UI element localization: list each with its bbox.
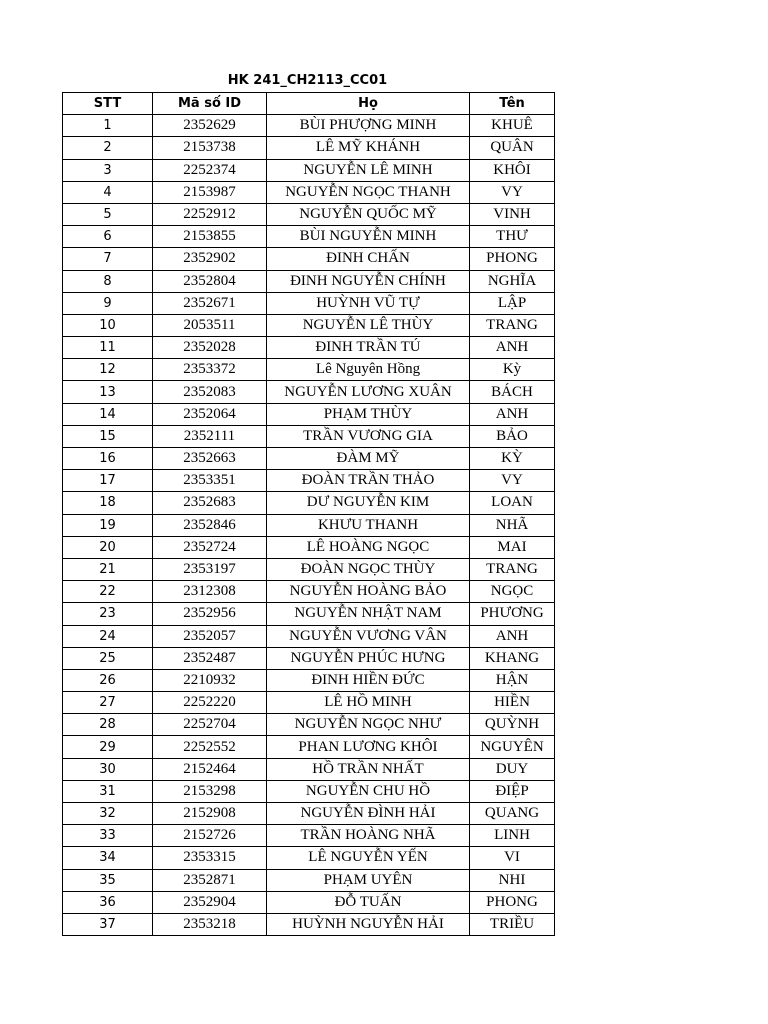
cell-first-name: VY	[470, 470, 555, 492]
cell-first-name: LINH	[470, 825, 555, 847]
cell-stt: 12	[63, 359, 153, 381]
cell-last-name: BÙI NGUYỄN MINH	[267, 226, 470, 248]
cell-last-name: ĐINH NGUYỄN CHÍNH	[267, 270, 470, 292]
cell-first-name: KHÔI	[470, 159, 555, 181]
cell-first-name: PHƯƠNG	[470, 603, 555, 625]
cell-last-name: BÙI PHƯỢNG MINH	[267, 115, 470, 137]
cell-student-id: 2352487	[153, 647, 267, 669]
header-stt: STT	[63, 93, 153, 115]
cell-first-name: THƯ	[470, 226, 555, 248]
cell-first-name: NGUYÊN	[470, 736, 555, 758]
cell-stt: 3	[63, 159, 153, 181]
roster-body	[63, 115, 555, 936]
cell-stt: 8	[63, 270, 153, 292]
cell-first-name: QUÂN	[470, 137, 555, 159]
table-row	[63, 780, 555, 802]
cell-stt: 24	[63, 625, 153, 647]
table-row	[63, 692, 555, 714]
table-row	[63, 514, 555, 536]
table-row	[63, 448, 555, 470]
cell-first-name: KHUÊ	[470, 115, 555, 137]
table-row	[63, 403, 555, 425]
cell-first-name: PHONG	[470, 891, 555, 913]
table-row	[63, 159, 555, 181]
cell-last-name: LÊ NGUYỄN YẾN	[267, 847, 470, 869]
header-student-id: Mã số ID	[153, 93, 267, 115]
student-roster-table	[62, 92, 555, 936]
cell-stt: 33	[63, 825, 153, 847]
cell-stt: 25	[63, 647, 153, 669]
cell-student-id: 2152464	[153, 758, 267, 780]
cell-student-id: 2353218	[153, 913, 267, 935]
cell-last-name: HUỲNH NGUYỄN HẢI	[267, 913, 470, 935]
cell-student-id: 2153298	[153, 780, 267, 802]
table-row	[63, 736, 555, 758]
cell-first-name: TRANG	[470, 558, 555, 580]
cell-stt: 1	[63, 115, 153, 137]
sheet-title: HK 241_CH2113_CC01	[227, 73, 388, 88]
cell-stt: 34	[63, 847, 153, 869]
cell-student-id: 2252374	[153, 159, 267, 181]
cell-student-id: 2352028	[153, 337, 267, 359]
table-row	[63, 581, 555, 603]
cell-last-name: LÊ HỒ MINH	[267, 692, 470, 714]
cell-student-id: 2152908	[153, 803, 267, 825]
cell-student-id: 2352846	[153, 514, 267, 536]
cell-first-name: NHI	[470, 869, 555, 891]
cell-stt: 4	[63, 181, 153, 203]
cell-stt: 26	[63, 669, 153, 691]
cell-student-id: 2352804	[153, 270, 267, 292]
cell-stt: 20	[63, 536, 153, 558]
cell-stt: 32	[63, 803, 153, 825]
cell-student-id: 2352663	[153, 448, 267, 470]
cell-last-name: NGUYỄN NGỌC NHƯ	[267, 714, 470, 736]
cell-last-name: Lê Nguyên Hồng	[267, 359, 470, 381]
cell-last-name: NGUYỄN QUỐC MỸ	[267, 203, 470, 225]
cell-last-name: NGUYỄN NGỌC THANH	[267, 181, 470, 203]
cell-first-name: ANH	[470, 337, 555, 359]
cell-first-name: Kỳ	[470, 359, 555, 381]
cell-student-id: 2353351	[153, 470, 267, 492]
cell-student-id: 2252220	[153, 692, 267, 714]
cell-last-name: PHẠM UYÊN	[267, 869, 470, 891]
cell-stt: 37	[63, 913, 153, 935]
cell-last-name: NGUYỄN CHU HỒ	[267, 780, 470, 802]
cell-last-name: NGUYỄN LÊ THÙY	[267, 314, 470, 336]
table-row	[63, 669, 555, 691]
cell-stt: 30	[63, 758, 153, 780]
cell-student-id: 2352724	[153, 536, 267, 558]
cell-last-name: TRẦN HOÀNG NHÃ	[267, 825, 470, 847]
table-row	[63, 270, 555, 292]
cell-first-name: QUANG	[470, 803, 555, 825]
header-last-name: Họ	[267, 93, 470, 115]
table-row	[63, 425, 555, 447]
table-row	[63, 359, 555, 381]
cell-first-name: TRANG	[470, 314, 555, 336]
header-first-name: Tên	[470, 93, 555, 115]
cell-last-name: NGUYỄN HOÀNG BẢO	[267, 581, 470, 603]
table-row	[63, 913, 555, 935]
cell-stt: 9	[63, 292, 153, 314]
cell-last-name: NGUYỄN VƯƠNG VÂN	[267, 625, 470, 647]
cell-student-id: 2352083	[153, 381, 267, 403]
cell-last-name: DƯ NGUYỄN KIM	[267, 492, 470, 514]
cell-stt: 31	[63, 780, 153, 802]
cell-student-id: 2352057	[153, 625, 267, 647]
cell-stt: 22	[63, 581, 153, 603]
cell-first-name: HẬN	[470, 669, 555, 691]
cell-last-name: HUỲNH VŨ TỰ	[267, 292, 470, 314]
cell-last-name: NGUYỄN ĐÌNH HẢI	[267, 803, 470, 825]
table-row	[63, 536, 555, 558]
cell-stt: 5	[63, 203, 153, 225]
cell-student-id: 2053511	[153, 314, 267, 336]
cell-student-id: 2252912	[153, 203, 267, 225]
cell-last-name: LÊ MỸ KHÁNH	[267, 137, 470, 159]
cell-first-name: NHÃ	[470, 514, 555, 536]
cell-stt: 28	[63, 714, 153, 736]
cell-first-name: LẬP	[470, 292, 555, 314]
cell-stt: 15	[63, 425, 153, 447]
cell-student-id: 2153738	[153, 137, 267, 159]
cell-stt: 10	[63, 314, 153, 336]
table-row	[63, 825, 555, 847]
cell-last-name: ĐINH HIỀN ĐỨC	[267, 669, 470, 691]
table-row	[63, 869, 555, 891]
cell-student-id: 2353372	[153, 359, 267, 381]
cell-first-name: VI	[470, 847, 555, 869]
table-row	[63, 470, 555, 492]
cell-student-id: 2352683	[153, 492, 267, 514]
cell-student-id: 2352902	[153, 248, 267, 270]
table-row	[63, 847, 555, 869]
table-row	[63, 492, 555, 514]
cell-first-name: VINH	[470, 203, 555, 225]
cell-first-name: KỲ	[470, 448, 555, 470]
cell-student-id: 2252704	[153, 714, 267, 736]
cell-first-name: VY	[470, 181, 555, 203]
cell-student-id: 2353197	[153, 558, 267, 580]
table-row	[63, 647, 555, 669]
cell-last-name: ĐINH CHẤN	[267, 248, 470, 270]
cell-first-name: NGHĨA	[470, 270, 555, 292]
cell-first-name: HIỀN	[470, 692, 555, 714]
table-row	[63, 803, 555, 825]
header-row	[63, 93, 555, 115]
cell-first-name: TRIỀU	[470, 913, 555, 935]
table-row	[63, 558, 555, 580]
table-row	[63, 137, 555, 159]
cell-stt: 19	[63, 514, 153, 536]
table-row	[63, 314, 555, 336]
table-row	[63, 625, 555, 647]
cell-stt: 16	[63, 448, 153, 470]
cell-first-name: ĐIỆP	[470, 780, 555, 802]
table-row	[63, 203, 555, 225]
cell-student-id: 2153855	[153, 226, 267, 248]
table-row	[63, 603, 555, 625]
cell-student-id: 2252552	[153, 736, 267, 758]
cell-stt: 21	[63, 558, 153, 580]
cell-first-name: MAI	[470, 536, 555, 558]
cell-first-name: ANH	[470, 625, 555, 647]
cell-stt: 29	[63, 736, 153, 758]
cell-first-name: DUY	[470, 758, 555, 780]
cell-first-name: QUỲNH	[470, 714, 555, 736]
table-row	[63, 248, 555, 270]
cell-last-name: ĐOÀN NGỌC THÙY	[267, 558, 470, 580]
cell-last-name: ĐỖ TUẤN	[267, 891, 470, 913]
cell-last-name: HỒ TRẦN NHẤT	[267, 758, 470, 780]
cell-stt: 36	[63, 891, 153, 913]
cell-stt: 23	[63, 603, 153, 625]
cell-student-id: 2352956	[153, 603, 267, 625]
cell-last-name: NGUYỄN LƯƠNG XUÂN	[267, 381, 470, 403]
cell-stt: 2	[63, 137, 153, 159]
cell-last-name: NGUYỄN NHẬT NAM	[267, 603, 470, 625]
cell-student-id: 2352671	[153, 292, 267, 314]
cell-student-id: 2352111	[153, 425, 267, 447]
cell-first-name: ANH	[470, 403, 555, 425]
cell-student-id: 2352904	[153, 891, 267, 913]
cell-first-name: BẢO	[470, 425, 555, 447]
table-row	[63, 758, 555, 780]
cell-last-name: NGUYỄN LÊ MINH	[267, 159, 470, 181]
cell-student-id: 2312308	[153, 581, 267, 603]
cell-student-id: 2210932	[153, 669, 267, 691]
cell-student-id: 2353315	[153, 847, 267, 869]
cell-stt: 7	[63, 248, 153, 270]
cell-first-name: LOAN	[470, 492, 555, 514]
cell-stt: 14	[63, 403, 153, 425]
cell-last-name: LÊ HOÀNG NGỌC	[267, 536, 470, 558]
cell-last-name: PHẠM THÙY	[267, 403, 470, 425]
cell-first-name: KHANG	[470, 647, 555, 669]
cell-stt: 27	[63, 692, 153, 714]
table-row	[63, 181, 555, 203]
cell-last-name: ĐINH TRẦN TÚ	[267, 337, 470, 359]
cell-last-name: NGUYỄN PHÚC HƯNG	[267, 647, 470, 669]
cell-last-name: KHƯU THANH	[267, 514, 470, 536]
cell-last-name: TRẦN VƯƠNG GIA	[267, 425, 470, 447]
cell-first-name: BÁCH	[470, 381, 555, 403]
cell-student-id: 2352064	[153, 403, 267, 425]
table-row	[63, 714, 555, 736]
cell-student-id: 2352871	[153, 869, 267, 891]
cell-first-name: NGỌC	[470, 581, 555, 603]
table-row	[63, 891, 555, 913]
table-row	[63, 115, 555, 137]
cell-first-name: PHONG	[470, 248, 555, 270]
cell-stt: 13	[63, 381, 153, 403]
cell-student-id: 2152726	[153, 825, 267, 847]
cell-last-name: ĐÀM MỸ	[267, 448, 470, 470]
cell-stt: 35	[63, 869, 153, 891]
cell-stt: 17	[63, 470, 153, 492]
table-row	[63, 226, 555, 248]
table-row	[63, 337, 555, 359]
table-row	[63, 381, 555, 403]
cell-student-id: 2153987	[153, 181, 267, 203]
cell-stt: 6	[63, 226, 153, 248]
cell-student-id: 2352629	[153, 115, 267, 137]
cell-stt: 11	[63, 337, 153, 359]
cell-last-name: PHAN LƯƠNG KHÔI	[267, 736, 470, 758]
cell-stt: 18	[63, 492, 153, 514]
cell-last-name: ĐOÀN TRẦN THẢO	[267, 470, 470, 492]
table-row	[63, 292, 555, 314]
